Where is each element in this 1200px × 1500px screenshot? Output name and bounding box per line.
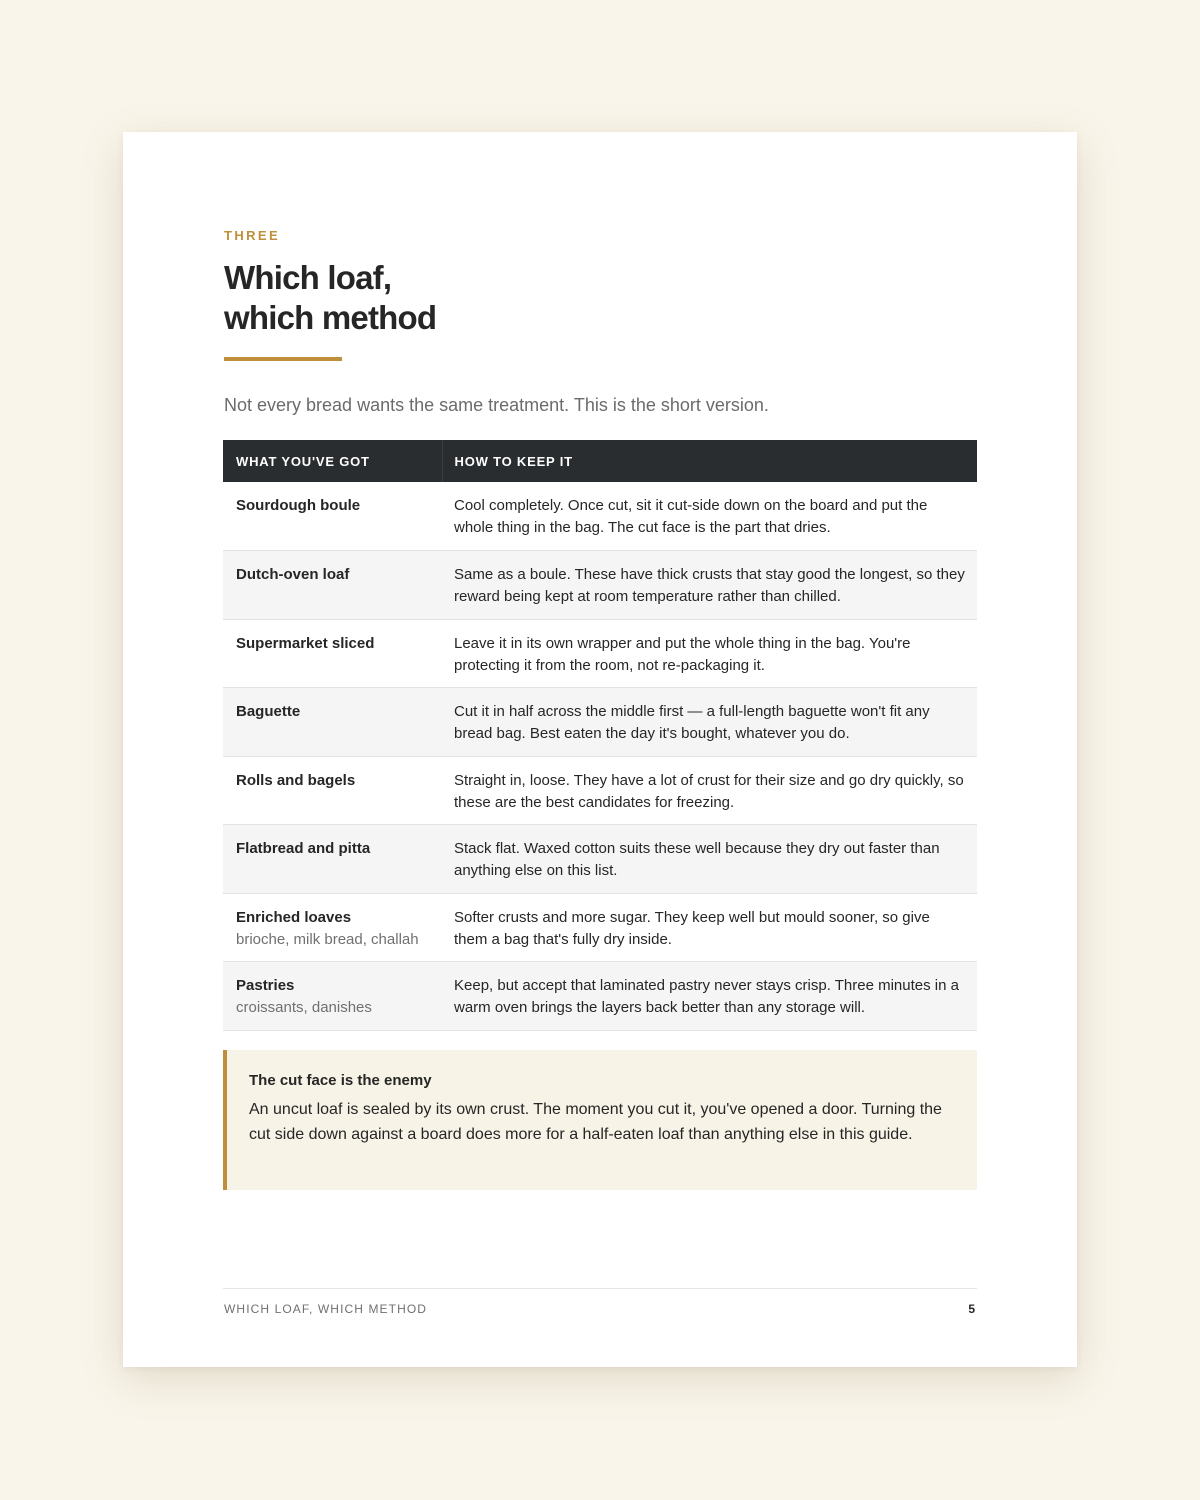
section-kicker: THREE [224,228,281,243]
table-header-row [223,440,977,482]
bread-type-cell [223,893,442,962]
table-row [223,962,977,1031]
bread-examples: brioche, milk bread, challah [236,930,419,948]
bread-storage-table [223,440,977,1031]
bread-examples: croissants, danishes [236,999,372,1016]
table-row [223,688,977,757]
bread-type: Baguette [236,703,301,720]
bread-type: Rolls and bagels [236,771,356,789]
table-row [223,551,977,620]
table-row [223,893,977,962]
intro-text: Not every bread wants the same treatment. This is the short version. [224,395,769,415]
storage-method: Cool completely. Once cut, sit it cut-side down on the board and put the whole thing in the bag. The cut face is the part that dries. [442,482,977,551]
table-body [223,482,977,1030]
page-title-line-1: Which loaf, [224,259,392,296]
bread-type-cell [223,619,442,688]
title-underline [224,357,342,361]
bread-type: Enriched loaves [236,908,352,926]
storage-method: Same as a boule. These have thick crusts that stay good the longest, so they reward being kept at room temperature rather than chilled. [442,551,977,620]
storage-method: Keep, but accept that laminated pastry never stays crisp. Three minutes in a warm oven brings the layers back better than any storage will. [442,962,977,1031]
bread-type-cell [223,482,442,551]
bread-type-cell [223,551,442,620]
column-header-what: WHAT YOU'VE GOT [223,440,442,482]
page-number: 5 [968,1302,975,1316]
footer-section-title: WHICH LOAF, WHICH METHOD [224,1302,428,1316]
bread-type: Pastries [236,977,295,994]
storage-method: Leave it in its own wrapper and put the whole thing in the bag. You're protecting it from the room, not re-packaging it. [442,619,977,688]
callout-title: The cut face is the enemy [249,1072,432,1089]
page-title [224,258,624,338]
bread-type: Supermarket sliced [236,634,375,652]
tip-callout [223,1050,977,1190]
bread-type-cell [223,825,442,894]
footer-divider [223,1288,977,1289]
column-header-how: HOW TO KEEP IT [442,440,977,482]
table-row [223,825,977,894]
bread-type: Sourdough boule [236,497,361,514]
callout-body: An uncut loaf is sealed by its own crust. The moment you cut it, you've opened a door. Turning the cut side down against a board does more for a half-eaten loaf than anything else in this guide. [249,1101,942,1143]
document-page [123,132,1077,1367]
table-row [223,756,977,825]
storage-method: Cut it in half across the middle first — a full-length baguette won't fit any bread bag. Best eaten the day it's bought, whatever you do. [442,688,977,757]
bread-type: Flatbread and pitta [236,840,371,857]
storage-method: Softer crusts and more sugar. They keep well but mould sooner, so give them a bag that's fully dry inside. [442,893,977,962]
page-title-line-2: which method [224,299,437,336]
storage-method: Straight in, loose. They have a lot of crust for their size and go dry quickly, so these are the best candidates for freezing. [442,756,977,825]
table-row [223,619,977,688]
storage-method: Stack flat. Waxed cotton suits these well because they dry out faster than anything else on this list. [442,825,977,894]
bread-type-cell [223,688,442,757]
table-row [223,482,977,551]
bread-type: Dutch-oven loaf [236,566,350,583]
bread-type-cell [223,756,442,825]
bread-type-cell [223,962,442,1031]
